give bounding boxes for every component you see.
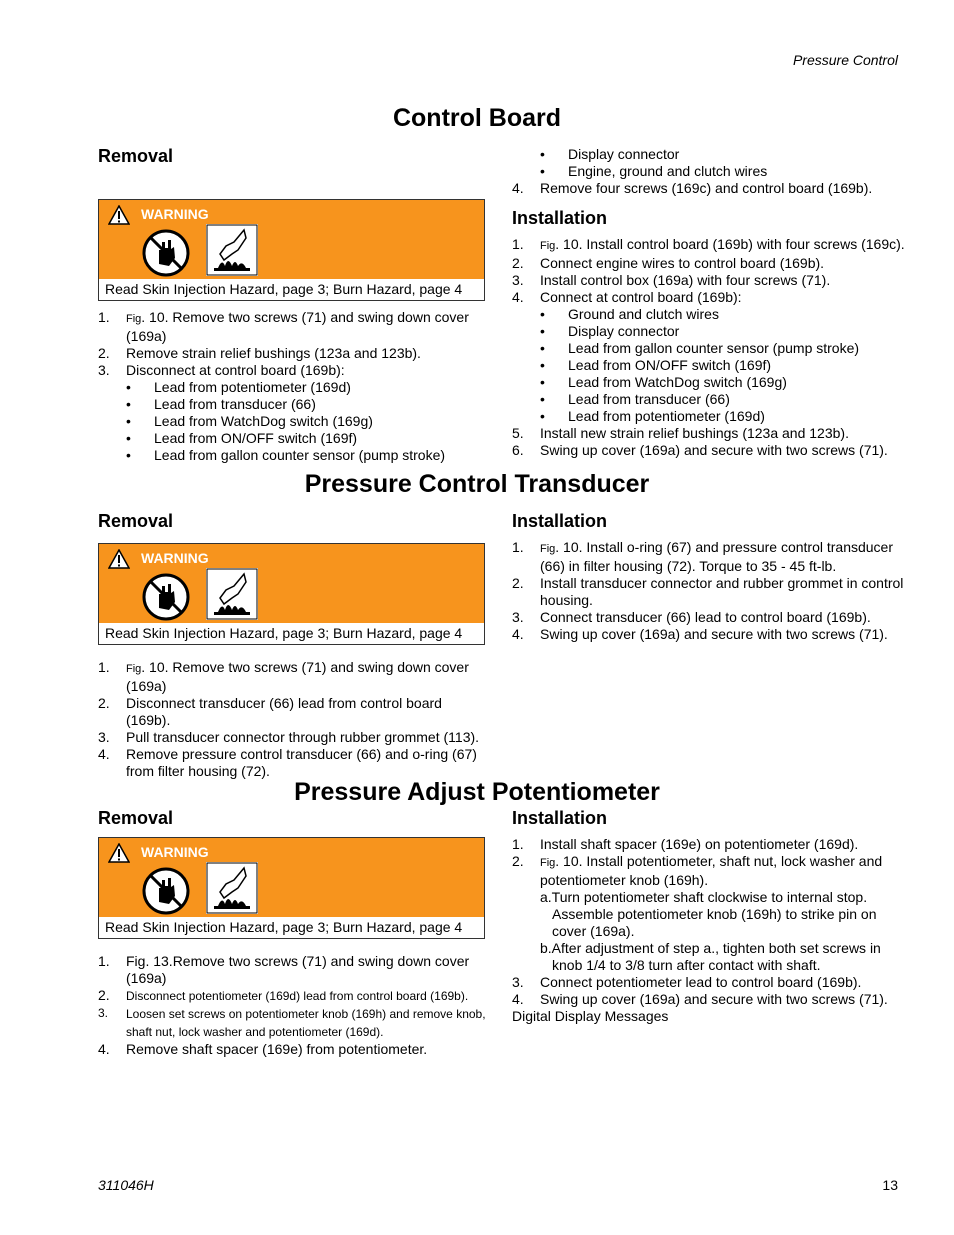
list-item: 1. Fig. 10. Remove two screws (71) and swing down cover (169a) xyxy=(98,309,469,344)
control-board-removal-steps xyxy=(98,309,488,464)
list-item: 2. Fig. 10. Install potentiometer, shaft nut, lock washer and potentiometer knob (169h). xyxy=(512,853,883,888)
bullet-item: • Lead from gallon counter sensor (pump stroke) xyxy=(540,340,860,356)
potentiometer-removal-heading: Removal xyxy=(98,808,174,828)
substep-b: b.After adjustment of step a., tighten both set screws in knob 1/4 to 3/8 turn after contact with shaft. xyxy=(540,940,881,973)
list-item: 1. Fig. 10. Install o-ring (67) and pressure control transducer (66) in filter housing (72). Torque to 35 - 45 ft-lb. xyxy=(512,539,894,574)
list-item: 4. Swing up cover (169a) and secure with two screws (71). xyxy=(512,991,888,1007)
control-board-removal-continued xyxy=(512,146,912,197)
list-item: 3. Install control box (169a) with four screws (71). xyxy=(512,272,831,288)
list-item: 3. Disconnect at control board (169b): xyxy=(98,362,345,378)
page-number: 13 xyxy=(882,1177,898,1193)
list-item: 4. Remove four screws (169c) and control board (169b). xyxy=(512,180,873,196)
list-item: 4. Remove pressure control transducer (66) and o-ring (67) from filter housing (72). xyxy=(98,746,477,779)
bullet-item: • Lead from gallon counter sensor (pump stroke) xyxy=(126,447,446,463)
list-item: 6. Swing up cover (169a) and secure with two screws (71). xyxy=(512,442,888,458)
list-item: 2. Remove strain relief bushings (123a and 123b). xyxy=(98,345,421,361)
bullet-item: • Lead from ON/OFF switch (169f) xyxy=(126,430,358,446)
warning-text: Read Skin Injection Hazard, page 3; Burn Hazard, page 4 xyxy=(105,919,463,935)
bullet-item: • Display connector xyxy=(540,323,680,339)
burn-hazard-icon xyxy=(206,568,258,620)
list-item: 3. Loosen set screws on potentiometer knob (169h) and remove knob, shaft nut, lock washer and potentiometer (169d). xyxy=(98,1006,486,1039)
substep-a: a.Turn potentiometer shaft clockwise to internal stop. Assemble potentiometer knob (169h) to strike pin on cover (169a). xyxy=(540,889,877,939)
burn-hazard-icon xyxy=(206,862,258,914)
warning-box xyxy=(98,837,485,939)
bullet-item: • Engine, ground and clutch wires xyxy=(540,163,768,179)
warning-text: Read Skin Injection Hazard, page 3; Burn Hazard, page 4 xyxy=(105,281,463,297)
list-item: 4. Remove shaft spacer (169e) from potentiometer. xyxy=(98,1041,428,1057)
section-title-transducer: Pressure Control Transducer xyxy=(304,470,650,498)
transducer-removal-steps xyxy=(98,659,488,780)
bullet-item: • Lead from ON/OFF switch (169f) xyxy=(540,357,772,373)
warning-band xyxy=(99,838,484,917)
trailing-text: Digital Display Messages xyxy=(512,1008,669,1024)
warning-band xyxy=(99,544,484,623)
bullet-item: • Lead from transducer (66) xyxy=(126,396,316,412)
potentiometer-installation-heading: Installation xyxy=(512,808,608,828)
substeps xyxy=(512,889,912,974)
burn-hazard-icon xyxy=(206,224,258,276)
skin-injection-hazard-icon xyxy=(141,866,191,916)
warning-band xyxy=(99,200,484,279)
list-item: 1. Fig. 10. Install control board (169b) with four screws (169c). xyxy=(512,236,905,252)
list-item: 3. Connect transducer (66) lead to control board (169b). xyxy=(512,609,871,625)
list-item: 2. Disconnect transducer (66) lead from control board (169b). xyxy=(98,695,442,728)
control-board-installation-steps xyxy=(512,236,912,459)
warning-box xyxy=(98,543,485,645)
warning-label: WARNING xyxy=(141,550,209,566)
control-board-removal-heading: Removal xyxy=(98,146,174,166)
section-title-control-board: Control Board xyxy=(392,104,562,132)
doc-number: 311046H xyxy=(98,1177,154,1193)
list-item: 2. Install transducer connector and rubber grommet in control housing. xyxy=(512,575,904,608)
list-item: 4. Swing up cover (169a) and secure with two screws (71). xyxy=(512,626,888,642)
bullet-item: • Lead from transducer (66) xyxy=(540,391,730,407)
skin-injection-hazard-icon xyxy=(141,228,191,278)
bullet-item: • Lead from WatchDog switch (169g) xyxy=(540,374,787,390)
section-title-potentiometer: Pressure Adjust Potentiometer xyxy=(294,778,660,806)
list-item: 4. Connect at control board (169b): xyxy=(512,289,742,305)
caution-triangle-icon xyxy=(108,205,130,225)
bullet-item: • Ground and clutch wires xyxy=(540,306,719,322)
bullet-item: • Display connector xyxy=(540,146,680,162)
list-item: 5. Install new strain relief bushings (123a and 123b). xyxy=(512,425,849,441)
potentiometer-installation-steps xyxy=(512,836,912,1025)
warning-label: WARNING xyxy=(141,844,209,860)
caution-triangle-icon xyxy=(108,843,130,863)
list-item: 3. Connect potentiometer lead to control board (169b). xyxy=(512,974,862,990)
bullet-item: • Lead from potentiometer (169d) xyxy=(540,408,765,424)
list-item: 3. Pull transducer connector through rubber grommet (113). xyxy=(98,729,480,745)
caution-triangle-icon xyxy=(108,549,130,569)
list-item: 2. Disconnect potentiometer (169d) lead from control board (169b). xyxy=(98,987,469,1003)
list-item: 1. Fig. 10. Remove two screws (71) and swing down cover (169a) xyxy=(98,659,469,694)
transducer-installation-steps xyxy=(512,539,912,643)
skin-injection-hazard-icon xyxy=(141,572,191,622)
transducer-removal-heading: Removal xyxy=(98,511,174,531)
warning-label: WARNING xyxy=(141,206,209,222)
potentiometer-removal-steps xyxy=(98,953,488,1058)
bullet-item: • Lead from WatchDog switch (169g) xyxy=(126,413,373,429)
control-board-installation-heading: Installation xyxy=(512,208,608,228)
list-item: 1. Install shaft spacer (169e) on potentiometer (169d). xyxy=(512,836,859,852)
transducer-installation-heading: Installation xyxy=(512,511,608,531)
running-header: Pressure Control xyxy=(792,52,898,68)
list-item: 2. Connect engine wires to control board (169b). xyxy=(512,255,825,271)
list-item: 1. Fig. 13.Remove two screws (71) and swing down cover (169a) xyxy=(98,953,470,986)
warning-box xyxy=(98,199,485,301)
warning-text: Read Skin Injection Hazard, page 3; Burn Hazard, page 4 xyxy=(105,625,463,641)
bullet-item: • Lead from potentiometer (169d) xyxy=(126,379,351,395)
